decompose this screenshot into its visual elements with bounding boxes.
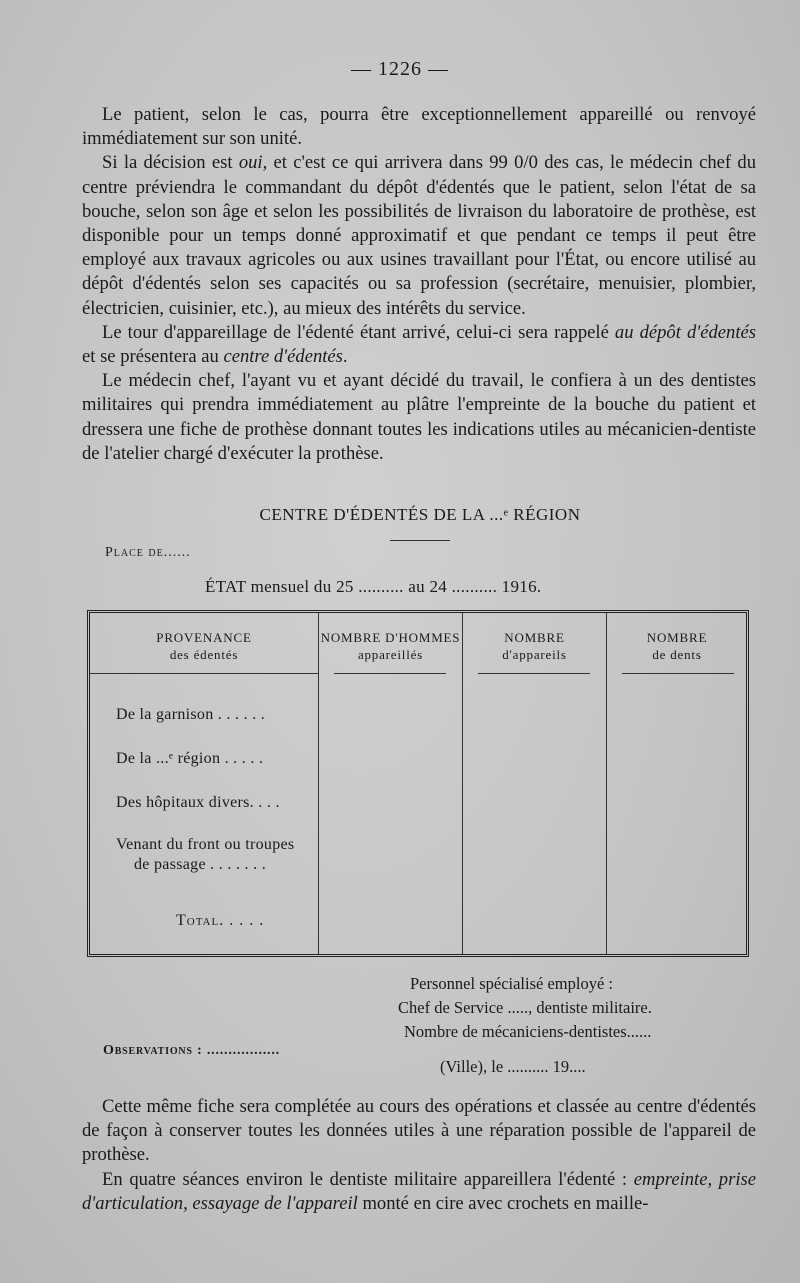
column-divider xyxy=(462,613,463,954)
column-header-appareils: NOMBRE d'appareils xyxy=(502,630,567,662)
body-text-top xyxy=(82,103,756,466)
column-header-provenance: PROVENANCE des édentés xyxy=(156,630,252,662)
personnel-block xyxy=(398,972,652,1044)
divider xyxy=(390,540,450,541)
form-etat-line: ÉTAT mensuel du 25 .......... au 24 .......... 1916. xyxy=(205,577,542,596)
row-label-passage: de passage . . . . . . . xyxy=(134,856,267,873)
paragraph: Le tour d'appareillage de l'édenté étant arrivé, celui-ci sera rappelé au dépôt d'édentés et se présentera au centre d'édentés. xyxy=(82,321,756,368)
personnel-heading: Personnel spécialisé employé : xyxy=(410,974,613,993)
header-rule xyxy=(334,673,446,674)
form-title: CENTRE D'ÉDENTÉS DE LA ...ᵉ RÉGION xyxy=(259,505,581,524)
ville-date-line: (Ville), le .......... 19.... xyxy=(440,1057,586,1076)
row-label-front: Venant du front ou troupes xyxy=(116,836,295,853)
form-place: Place de...... xyxy=(105,545,191,560)
row-label-garnison: De la garnison . . . . . . xyxy=(116,706,266,723)
paragraph: En quatre séances environ le dentiste militaire appareillera l'édenté : empreinte, prise d'articulation, essayage de l'appareil monté en cire avec crochets en maille- xyxy=(82,1168,756,1214)
body-text-bottom xyxy=(82,1095,756,1216)
column-header-hommes: NOMBRE D'HOMMES appareillés xyxy=(320,630,461,662)
paragraph: Le médecin chef, l'ayant vu et ayant décidé du travail, le confiera à un des dentistes militaires qui prendra immédiatement au plâtre l'empreinte de la bouche du patient et dressera une fiche de prothèse donnant toutes les indications utiles au mécanicien-dentiste de l'atelier chargé d'exécuter la prothèse. xyxy=(82,370,756,464)
column-header-dents: NOMBRE de dents xyxy=(646,630,708,662)
page-number: — 1226 — xyxy=(351,58,449,80)
personnel-chef: Chef de Service ....., dentiste militaire. xyxy=(398,998,652,1017)
header-rule xyxy=(90,673,318,674)
header-rule xyxy=(622,673,734,674)
paragraph: Si la décision est oui, et c'est ce qui arrivera dans 99 0/0 des cas, le médecin chef du centre préviendra le commandant du dépôt d'édentés que le patient, selon l'état de sa bouche, selon son âge et selon les possibilités de livraison du laboratoire de prothèse, est disponible pour un temps donné approximatif et que pendant ce temps il peut être employé aux travaux agricoles ou aux usines travaillant pour l'État, ou encore utilisé au dépôt d'édentés selon ses capacités ou sa profession (secrétaire, menuisier, plombier, électricien, cuisinier, etc.), au mieux des intérêts du service. xyxy=(82,152,756,319)
column-divider xyxy=(318,613,319,954)
row-label-region: De la ...ᵉ région . . . . . xyxy=(116,750,264,767)
column-divider xyxy=(606,613,607,954)
row-label-total: Total. . . . . xyxy=(176,912,265,929)
paragraph: Cette même fiche sera complétée au cours des opérations et classée au centre d'édentés de façon à conserver toutes les données utiles à une réparation possible de l'appareil de prothèse. xyxy=(82,1096,756,1166)
personnel-mecaniciens: Nombre de mécaniciens-dentistes...... xyxy=(404,1022,652,1041)
row-label-hopitaux: Des hôpitaux divers. . . . xyxy=(116,794,280,811)
header-rule xyxy=(478,673,590,674)
paragraph: Le patient, selon le cas, pourra être exceptionnellement appareillé ou renvoyé immédiatement sur son unité. xyxy=(82,104,756,150)
form-table xyxy=(87,610,749,957)
observations-label: Observations : ................. xyxy=(103,1043,280,1058)
